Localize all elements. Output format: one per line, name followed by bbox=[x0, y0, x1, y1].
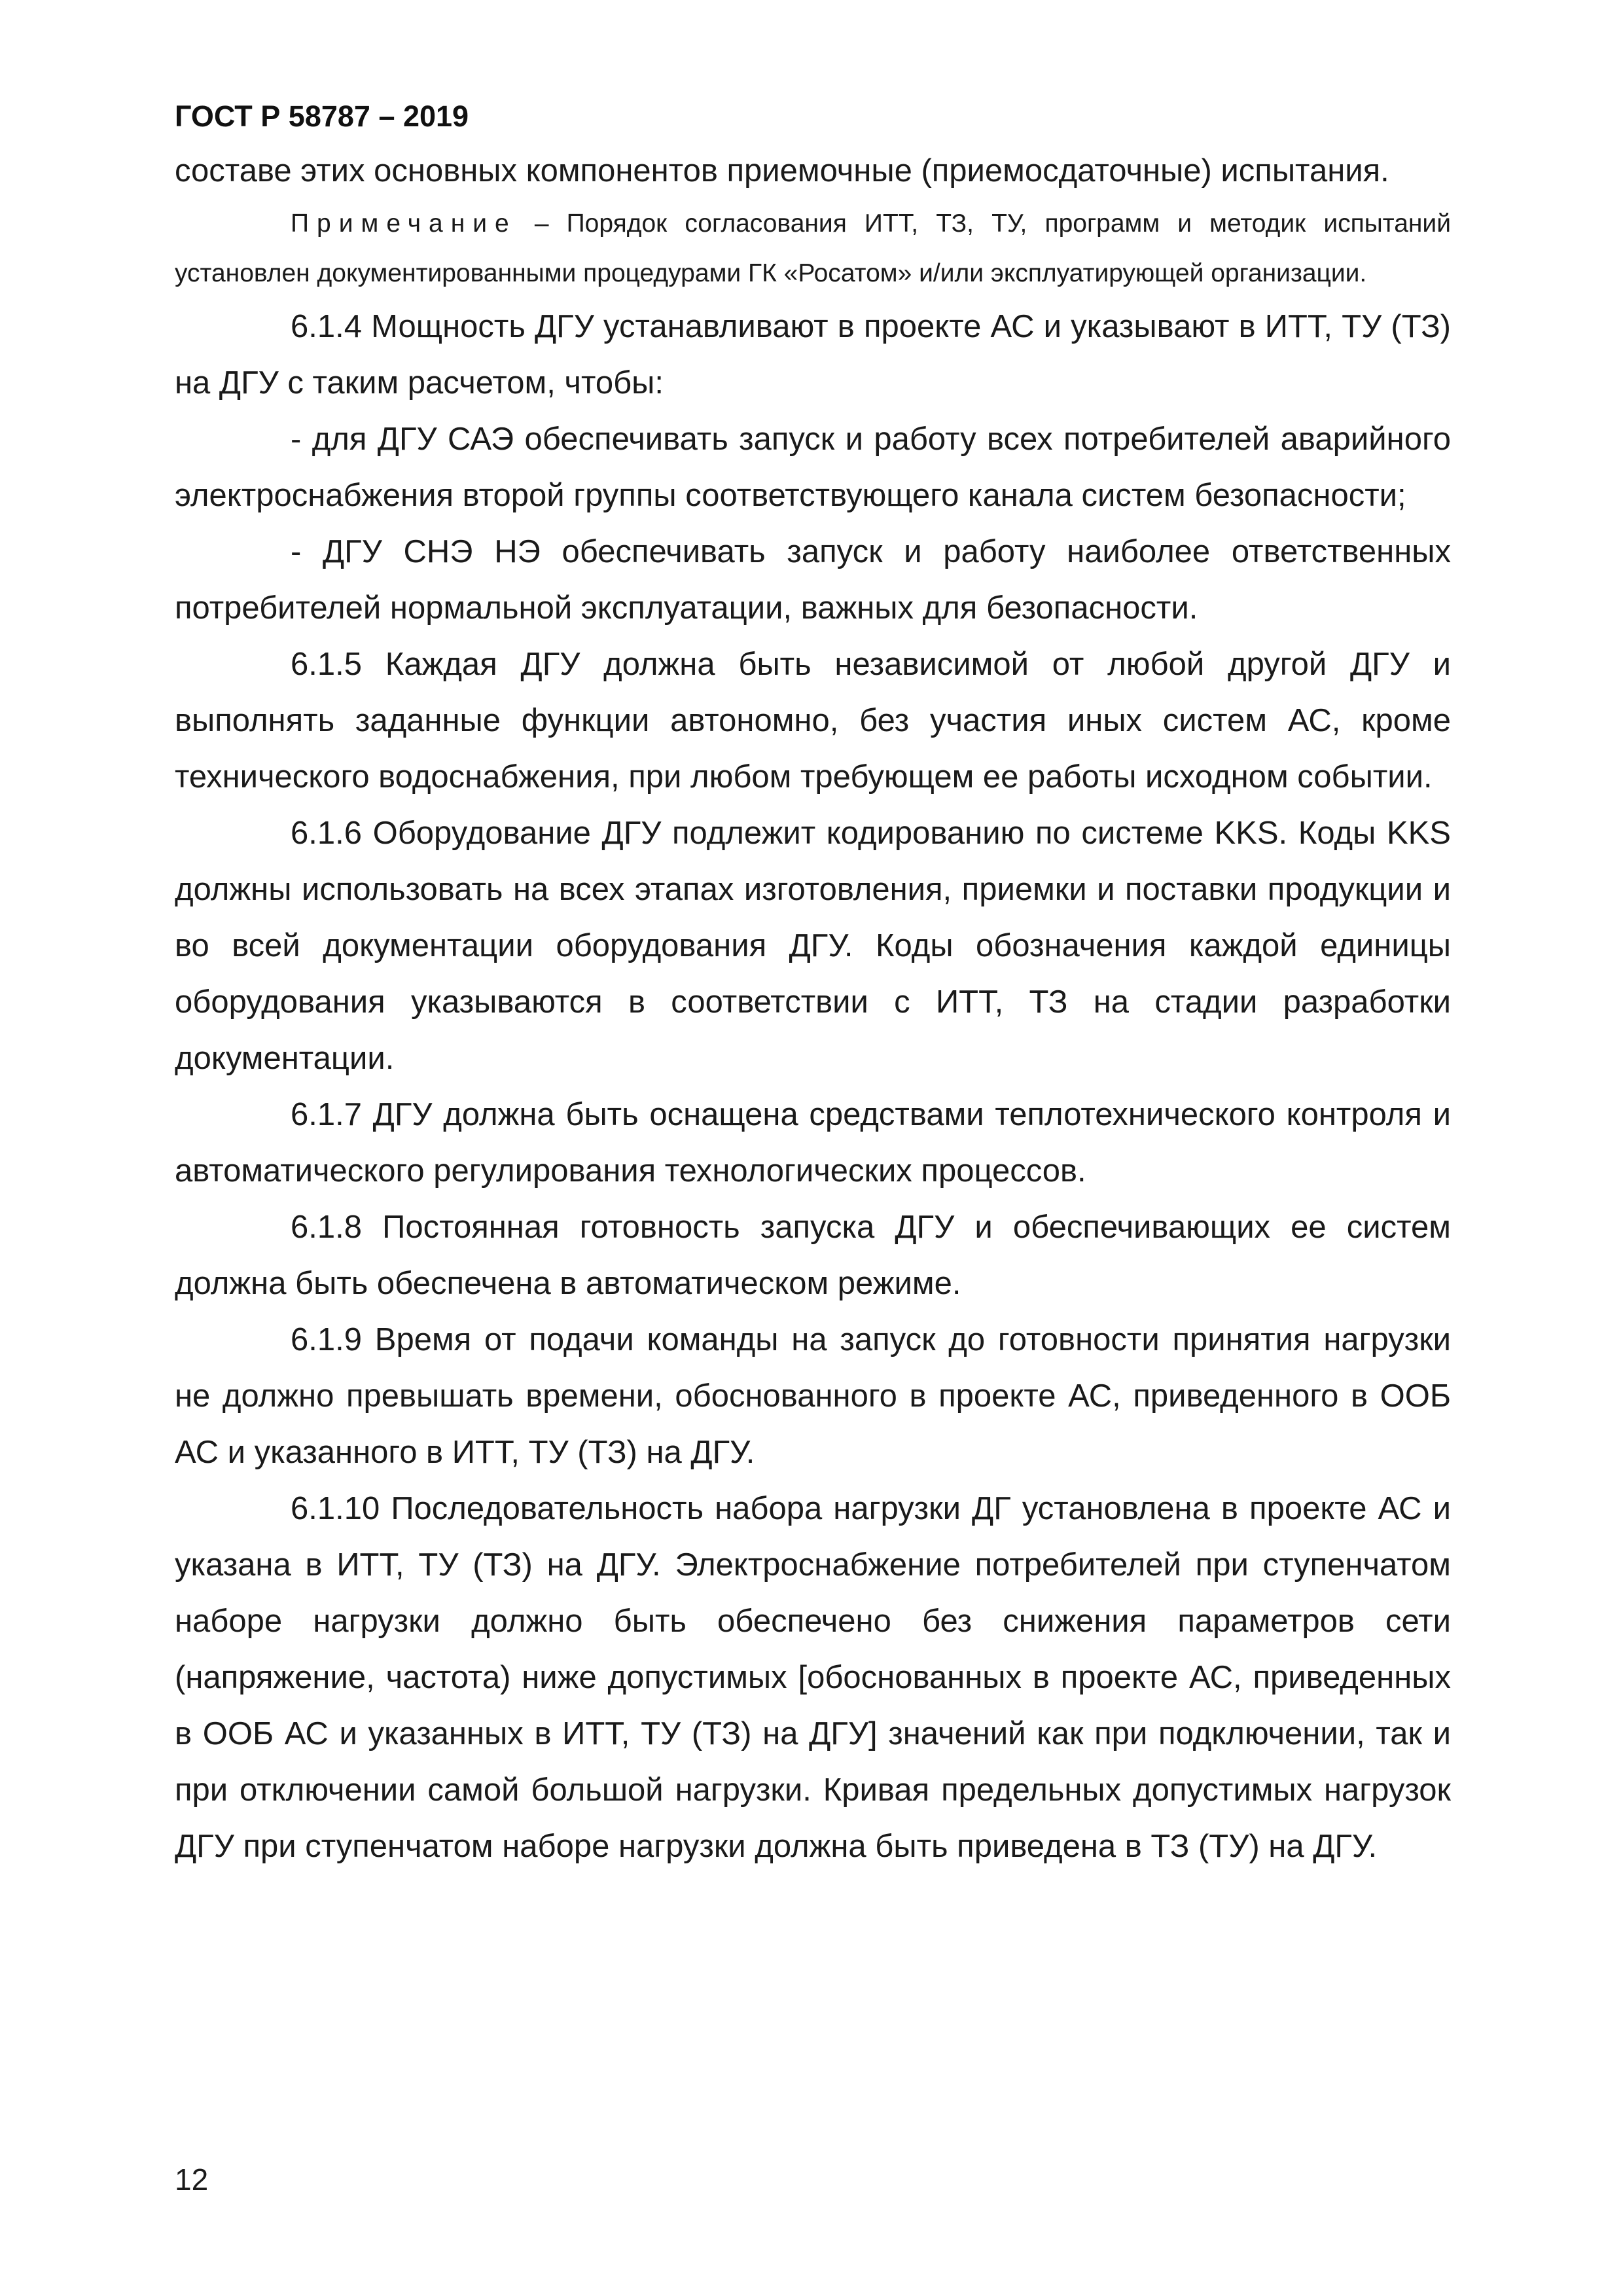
page-number: 12 bbox=[175, 2162, 209, 2197]
bullet-sne: - ДГУ СНЭ НЭ обеспечивать запуск и работу наиболее ответственных потребителей нормальной эксплуатации, важных для безопасности. bbox=[175, 534, 1451, 626]
document-body bbox=[175, 143, 1451, 1874]
paragraph-6-1-6: 6.1.6 Оборудование ДГУ подлежит кодированию по системе KKS. Коды KKS должны использовать на всех этапах изготовления, приемки и поставки продукции и во всей документации оборудования ДГУ. Коды обозначения каждой единицы оборудования указываются в соответствии с ИТТ, ТЗ на стадии разработки документации. bbox=[175, 816, 1451, 1076]
note-text: – Порядок согласования ИТТ, ТЗ, ТУ, программ и методик испытаний установлен документированными процедурами ГК «Росатом» и/или эксплуатирующей организации. bbox=[175, 209, 1451, 287]
note-label: Примечание bbox=[291, 209, 517, 238]
paragraph-6-1-7: 6.1.7 ДГУ должна быть оснащена средствами теплотехнического контроля и автоматического регулирования технологических процессов. bbox=[175, 1097, 1451, 1189]
document-header: ГОСТ Р 58787 – 2019 bbox=[175, 99, 469, 133]
paragraph-6-1-5: 6.1.5 Каждая ДГУ должна быть независимой от любой другой ДГУ и выполнять заданные функции автономно, без участия иных систем АС, кроме технического водоснабжения, при любом требующем ее работы исходном событии. bbox=[175, 647, 1451, 795]
note bbox=[175, 199, 1451, 298]
intro-line: составе этих основных компонентов приемочные (приемосдаточные) испытания. bbox=[175, 153, 1389, 188]
bullet-sae: - для ДГУ САЭ обеспечивать запуск и работу всех потребителей аварийного электроснабжения второй группы соответствующего канала систем безопасности; bbox=[175, 422, 1451, 513]
paragraph-6-1-10: 6.1.10 Последовательность набора нагрузки ДГ установлена в проекте АС и указана в ИТТ, ТУ (ТЗ) на ДГУ. Электроснабжение потребителей при ступенчатом наборе нагрузки должно быть обеспечено без снижения параметров сети (напряжение, частота) ниже допустимых [обоснованных в проекте АС, приведенных в ООБ АС и указанных в ИТТ, ТУ (ТЗ) на ДГУ] значений как при подключении, так и при отключении самой большой нагрузки. Кривая предельных допустимых нагрузок ДГУ при ступенчатом наборе нагрузки должна быть приведена в ТЗ (ТУ) на ДГУ. bbox=[175, 1491, 1451, 1864]
paragraph-6-1-9: 6.1.9 Время от подачи команды на запуск до готовности принятия нагрузки не должно превышать времени, обоснованного в проекте АС, приведенного в ООБ АС и указанного в ИТТ, ТУ (ТЗ) на ДГУ. bbox=[175, 1322, 1451, 1470]
paragraph-6-1-8: 6.1.8 Постоянная готовность запуска ДГУ и обеспечивающих ее систем должна быть обеспечена в автоматическом режиме. bbox=[175, 1210, 1451, 1301]
paragraph-6-1-4: 6.1.4 Мощность ДГУ устанавливают в проекте АС и указывают в ИТТ, ТУ (ТЗ) на ДГУ с таким расчетом, чтобы: bbox=[175, 309, 1451, 401]
